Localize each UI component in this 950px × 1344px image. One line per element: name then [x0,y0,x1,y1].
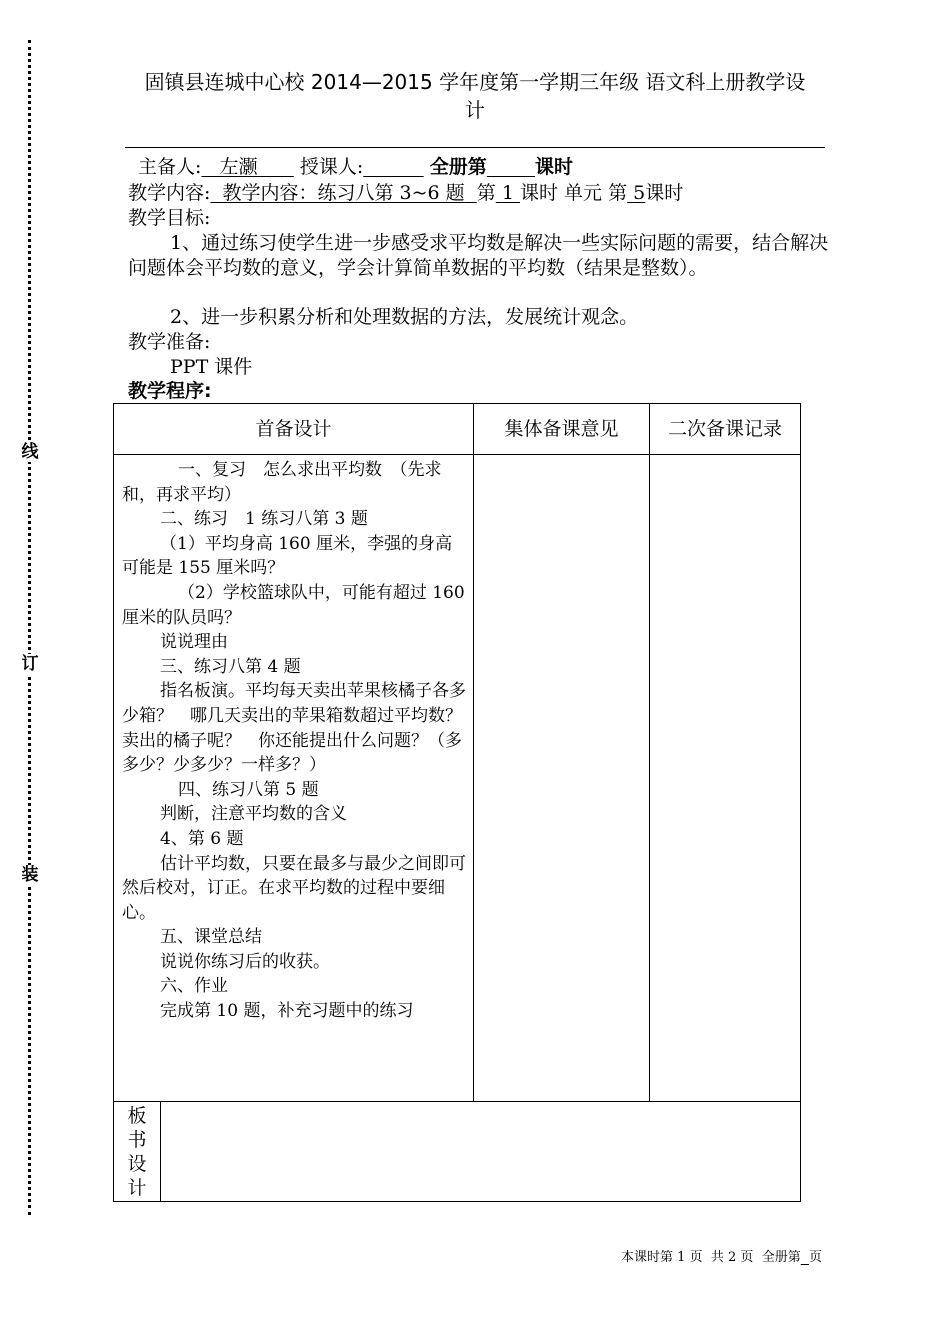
content-line-4: （2）学校篮球队中，可能有超过 160 厘米的队员吗？ [122,582,465,628]
content-line-6: 三、练习八第 4 题 [160,656,301,677]
binding-char-ding: 订 [21,654,39,674]
page-title [125,68,825,124]
second-record-cell[interactable] [650,455,801,1102]
content-line-15: 完成第 10 题，补充习题中的练习 [160,1001,414,1022]
header-second-record: 二次备课记录 [650,404,801,455]
binding-char-zhuang: 装 [21,865,39,885]
board-design-cell[interactable] [161,1102,801,1202]
content-line [128,181,683,205]
content-line-13: 说说你练习后的收获。 [160,951,330,972]
total-prefix: 全册第 [429,156,487,178]
content-line-2: 二、练习 1 练习八第 3 题 [160,509,368,530]
total-suffix: 课时 [535,156,574,178]
group-opinion-cell[interactable] [474,455,650,1102]
footer-total-pages: 2 [728,1250,737,1265]
lesson-plan-table [113,403,801,1102]
session-value: 1 [501,182,514,204]
content-line-14: 六、作业 [160,976,228,997]
procedure-label: 教学程序: [128,380,212,402]
goal-item-1: 1、通过练习使学生进一步感受求平均数是解决一些实际问题的需要，结合解决问题体会平均数的意义，学会计算简单数据的平均数（结果是整数）。 [128,232,829,279]
content-value: 教学内容：练习八第 3~6 题 [222,182,465,204]
session-suffix: 课时 [519,182,558,204]
content-line-3: （1）平均身高 160 厘米，李强的身高可能是 155 厘米吗？ [122,533,453,579]
unit-prefix: 第 [608,182,628,204]
session-prefix: 第 [476,182,496,204]
unit-label: 单元 [564,182,603,204]
preparer-line [138,155,573,179]
content-label: 教学内容: [128,182,211,204]
teacher-label: 授课人: [299,156,364,178]
prep-label: 教学准备: [128,331,211,353]
footer-current-page: 1 [677,1250,686,1265]
lead-label: 主备人: [138,156,202,178]
board-design-label: 板 书 设 计 [114,1102,161,1202]
page-footer: 本课时第 1 页 共 2 页 全册第 页 [620,1250,822,1265]
content-line-7: 指名板演。平均每天卖出苹果核橘子各多少箱？ 哪几天卖出的苹果箱数超过平均数？卖出的橘子呢？ 你还能提出什么问题？（多多少？少多少？一样多？） [122,681,466,776]
header-group-opinion: 集体备课意见 [474,404,650,455]
content-line-1: 一、复习 怎么求出平均数 （先求和，再求平均） [122,460,442,505]
content-line-11: 估计平均数，只要在最多与最少之间即可 然后校对，订正。在求平均数的过程中要细心。 [122,853,483,923]
unit-suffix: 课时 [645,182,684,204]
content-line-8: 四、练习八第 5 题 [178,779,319,800]
title-line-2: 计 [465,98,485,122]
goal-item-2: 2、进一步积累分析和处理数据的方法，发展统计观念。 [170,306,639,328]
title-line-1: 固镇县连城中心校 2014—2015 学年度第一学期三年级 语文科上册教学设 [144,70,806,94]
header-first-design: 首备设计 [114,404,474,455]
content-line-12: 五、课堂总结 [160,927,262,948]
content-line-5: 说说理由 [160,632,228,653]
goals-label: 教学目标: [128,207,211,229]
lead-name: 左灏 [219,156,258,178]
board-design-table [113,1101,801,1202]
binding-char-xian: 线 [21,442,39,462]
binding-dotted-line [28,40,31,1215]
unit-value: 5 [633,182,646,204]
title-rule [125,147,825,148]
first-design-content [114,455,483,1102]
prep-value: PPT 课件 [170,356,253,378]
content-line-9: 判断，注意平均数的含义 [160,804,347,825]
content-line-10: 4、第 6 题 [160,828,244,849]
